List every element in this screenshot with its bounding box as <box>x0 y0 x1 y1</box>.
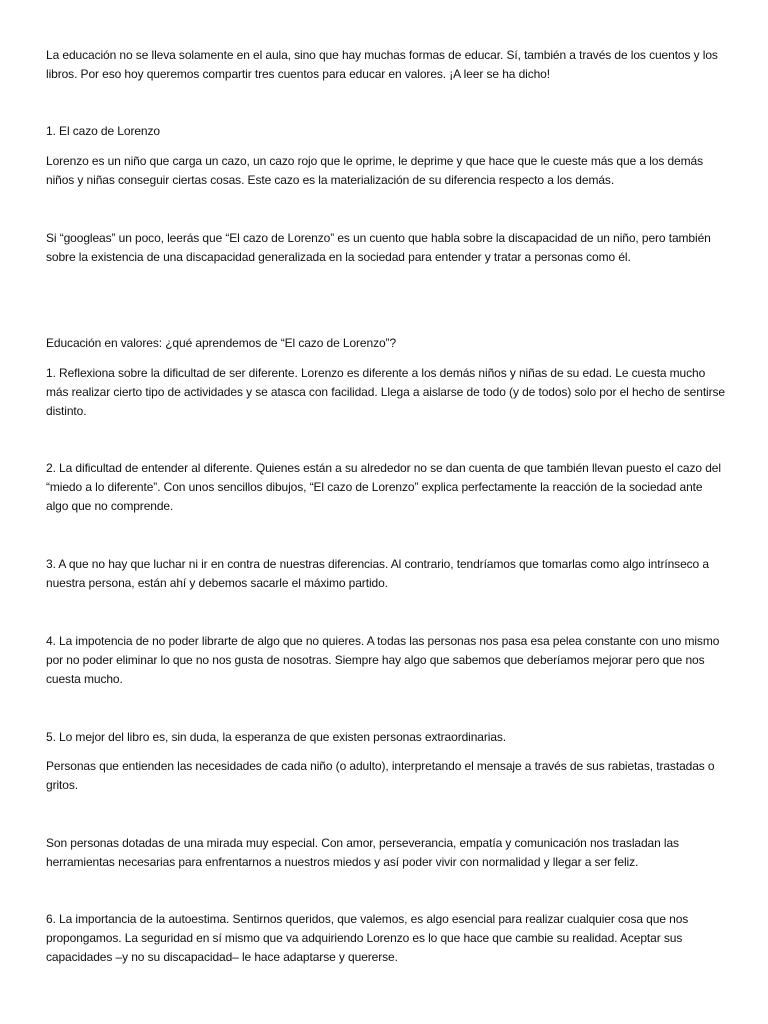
lesson-item-3: 3. A que no hay que luchar ni ir en contra de nuestras diferencias. Al contrario, tendríamos que tomarlas como algo intrínseco a nuestra persona, están ahí y debemos sacarle el máximo partido. <box>46 557 709 590</box>
lesson-item-6: 6. La importancia de la autoestima. Sentirnos queridos, que valemos, es algo esencial para realizar cualquier cosa que nos propongamos. La seguridad en sí mismo que va adquiriendo Lorenzo es lo que hace que cambie su realidad. Aceptar sus capacidades –y no su discapacidad– le hace adaptarse y quererse. <box>46 912 689 964</box>
lesson-item-4: 4. La impotencia de no poder librarte de algo que no quieres. A todas las personas nos pasa esa pelea constante con uno mismo por no poder eliminar lo que no nos gusta de nosotras. Siempre hay algo que sabemos que deberíamos mejorar pero que nos cuesta mucho. <box>46 634 720 686</box>
lesson-item-5-detail-2: Son personas dotadas de una mirada muy especial. Con amor, perseverancia, empatía y comunicación nos trasladan las herramientas necesarias para enfrentarnos a nuestros miedos y así poder vivir con normalidad y llegar a ser feliz. <box>46 836 679 869</box>
values-subheading: Educación en valores: ¿qué aprendemos de “El cazo de Lorenzo”? <box>46 336 397 350</box>
lesson-item-5: 5. Lo mejor del libro es, sin duda, la esperanza de que existen personas extraordinarias. <box>46 730 507 744</box>
lesson-item-2: 2. La dificultad de entender al diferente. Quienes están a su alrededor no se dan cuenta de que también llevan puesto el cazo del “miedo a lo diferente”. Con unos sencillos dibujos, “El cazo de Lorenzo” explica perfectamente la reacción de la sociedad ante algo que no comprende. <box>46 461 721 513</box>
intro-paragraph: La educación no se lleva solamente en el aula, sino que hay muchas formas de educar. Sí, también a través de los cuentos y los libros. Por eso hoy queremos compartir tres cuentos para educar en valores. ¡A leer se ha dicho! <box>46 48 718 81</box>
section-heading: 1. El cazo de Lorenzo <box>46 124 160 138</box>
lesson-item-1: 1. Reflexiona sobre la dificultad de ser diferente. Lorenzo es diferente a los demás niños y niñas de su edad. Le cuesta mucho más realizar cierto tipo de actividades y se atasca con facilidad. Llega a aislarse de todo (y de todos) solo por el hecho de sentirse distinto. <box>46 366 725 418</box>
story-description: Lorenzo es un niño que carga un cazo, un cazo rojo que le oprime, le deprime y que hace que le cueste más que a los demás niños y niñas conseguir ciertas cosas. Este cazo es la materialización de su diferencia respecto a los demás. <box>46 154 703 187</box>
lesson-item-5-detail: Personas que entienden las necesidades de cada niño (o adulto), interpretando el mensaje a través de sus rabietas, trastadas o gritos. <box>46 759 715 792</box>
story-context-paragraph: Si “googleas” un poco, leerás que “El cazo de Lorenzo” es un cuento que habla sobre la discapacidad de un niño, pero también sobre la existencia de una discapacidad generalizada en la sociedad para entender y tratar a personas como él. <box>46 231 711 264</box>
